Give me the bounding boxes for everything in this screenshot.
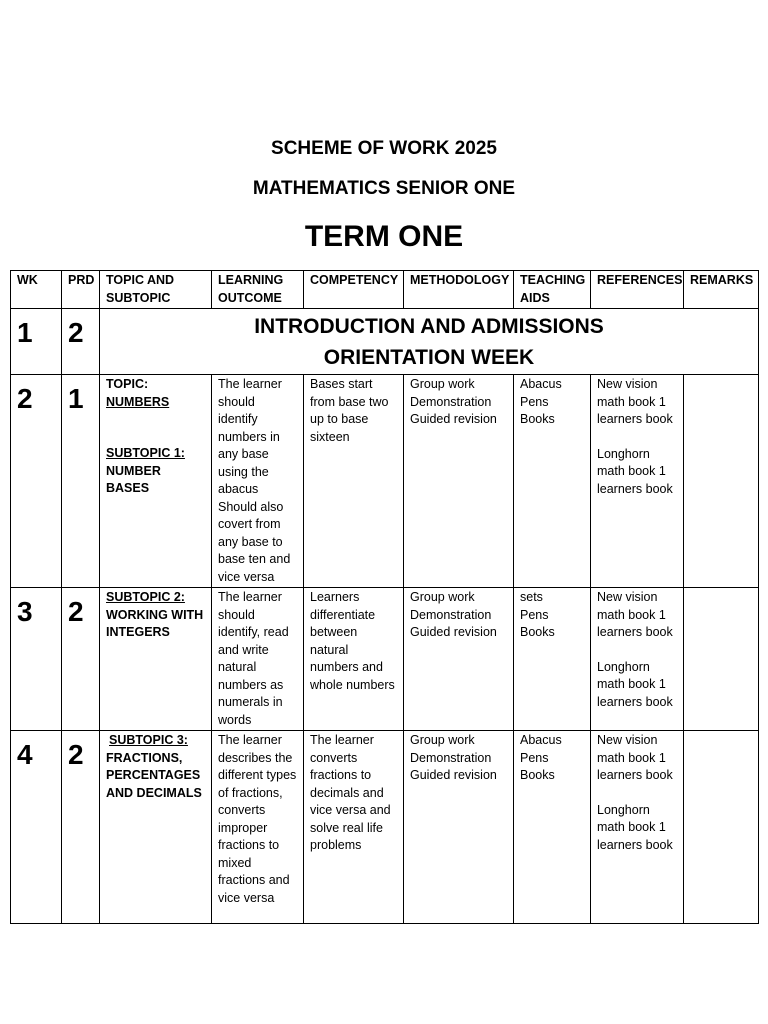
aids-cell bbox=[514, 588, 591, 731]
week-cell: 4 bbox=[11, 731, 62, 924]
subtopic-name: NUMBER BASES bbox=[106, 463, 161, 495]
outcome-cell: The learner describes the different types of fractions, converts improper fractions to mixed fractions and vice versa bbox=[212, 731, 304, 924]
references-cell bbox=[591, 588, 684, 731]
reference-item: Longhorn math book 1 learners book bbox=[597, 802, 673, 852]
table-row bbox=[11, 309, 759, 375]
competency-cell: The learner converts fractions to decimals and vice versa and solve real life problems bbox=[304, 731, 404, 924]
title-term: TERM ONE bbox=[304, 220, 464, 253]
reference-item: Longhorn math book 1 learners book bbox=[597, 659, 673, 709]
table-row bbox=[11, 731, 759, 924]
aid-item: sets bbox=[520, 590, 543, 604]
aid-item: Books bbox=[520, 625, 555, 639]
method-item: Guided revision bbox=[410, 625, 497, 639]
table-row bbox=[11, 588, 759, 731]
method-item: Guided revision bbox=[410, 412, 497, 426]
col-remarks: REMARKS bbox=[684, 271, 759, 309]
period-cell: 2 bbox=[62, 309, 100, 375]
reference-item: New vision math book 1 learners book bbox=[597, 377, 673, 426]
week-cell: 3 bbox=[11, 588, 62, 731]
period-cell: 2 bbox=[62, 588, 100, 731]
subtopic-label: SUBTOPIC 1: bbox=[106, 446, 185, 460]
subtopic-name: FRACTIONS, PERCENTAGES AND DECIMALS bbox=[106, 750, 202, 800]
method-item: Group work bbox=[410, 377, 475, 391]
col-aids: TEACHING AIDS bbox=[514, 271, 591, 309]
col-topic: TOPIC AND SUBTOPIC bbox=[100, 271, 212, 309]
topic-cell bbox=[100, 588, 212, 731]
reference-item: New vision math book 1 learners book bbox=[597, 733, 673, 782]
method-item: Demonstration bbox=[410, 750, 492, 765]
references-cell bbox=[591, 375, 684, 588]
methodology-cell bbox=[404, 375, 514, 588]
remarks-cell bbox=[684, 375, 759, 588]
aid-item: Abacus bbox=[520, 733, 562, 747]
title-line-1: SCHEME OF WORK 2025 bbox=[271, 138, 497, 159]
col-prd: PRD bbox=[62, 271, 100, 309]
banner-line-1: INTRODUCTION AND ADMISSIONS bbox=[254, 315, 604, 338]
competency-cell: Learners differentiate between natural numbers and whole numbers bbox=[304, 588, 404, 731]
method-item: Guided revision bbox=[410, 768, 497, 782]
topic-name: NUMBERS bbox=[106, 394, 170, 409]
aid-item: Books bbox=[520, 768, 555, 782]
method-item: Demonstration bbox=[410, 394, 492, 409]
period-cell: 2 bbox=[62, 731, 100, 924]
col-methodology: METHODOLOGY bbox=[404, 271, 514, 309]
header-row bbox=[11, 271, 759, 309]
period-cell: 1 bbox=[62, 375, 100, 588]
topic-cell bbox=[100, 731, 212, 924]
outcome-cell: The learner should identify, read and write natural numbers as numerals in words bbox=[212, 588, 304, 731]
remarks-cell bbox=[684, 731, 759, 924]
title-line-2: MATHEMATICS SENIOR ONE bbox=[252, 178, 516, 199]
aid-item: Books bbox=[520, 412, 555, 426]
remarks-cell bbox=[684, 588, 759, 731]
method-item: Demonstration bbox=[410, 607, 492, 622]
col-wk: WK bbox=[11, 271, 62, 309]
references-cell bbox=[591, 731, 684, 924]
week-cell: 2 bbox=[11, 375, 62, 588]
subtopic-name: WORKING WITH INTEGERS bbox=[106, 607, 204, 639]
methodology-cell bbox=[404, 588, 514, 731]
subtopic-label: SUBTOPIC 2: bbox=[106, 590, 185, 604]
competency-cell: Bases start from base two up to base sixteen bbox=[304, 375, 404, 588]
aid-item: Pens bbox=[520, 607, 549, 622]
topic-cell bbox=[100, 375, 212, 588]
method-item: Group work bbox=[410, 733, 475, 747]
outcome-cell: The learner should identify numbers in any base using the abacus Should also covert from any base to base ten and vice versa bbox=[212, 375, 304, 588]
subtopic-label: SUBTOPIC 3: bbox=[109, 733, 188, 747]
reference-item: New vision math book 1 learners book bbox=[597, 590, 673, 639]
aid-item: Abacus bbox=[520, 377, 562, 391]
col-outcome: LEARNING OUTCOME bbox=[212, 271, 304, 309]
table-row bbox=[11, 375, 759, 588]
aid-item: Pens bbox=[520, 750, 549, 765]
topic-label: TOPIC: bbox=[106, 377, 149, 391]
banner-line-2: ORIENTATION WEEK bbox=[323, 346, 535, 369]
week-cell: 1 bbox=[11, 309, 62, 375]
reference-item: Longhorn math book 1 learners book bbox=[597, 446, 673, 496]
orientation-banner bbox=[100, 309, 759, 375]
method-item: Group work bbox=[410, 590, 475, 604]
col-references: REFERENCES bbox=[591, 271, 684, 309]
scheme-table bbox=[10, 270, 759, 924]
aid-item: Pens bbox=[520, 394, 549, 409]
methodology-cell bbox=[404, 731, 514, 924]
aids-cell bbox=[514, 731, 591, 924]
aids-cell bbox=[514, 375, 591, 588]
col-competency: COMPETENCY bbox=[304, 271, 404, 309]
